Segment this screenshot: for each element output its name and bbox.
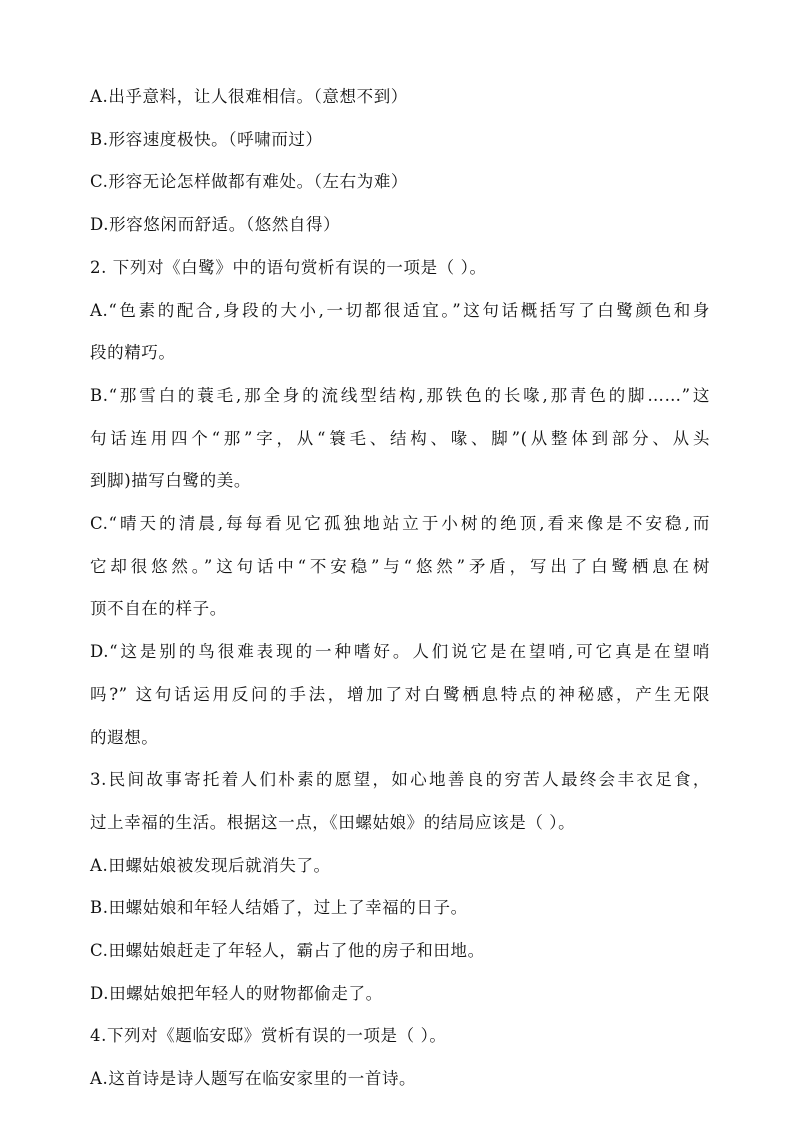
question-3-stem-line-1: 3.民间故事寄托着人们朴素的愿望，如心地善良的穷苦人最终会丰衣足食， [90,770,710,790]
q2-option-b-line-3: 到脚)描写白鹭的美。 [90,471,251,491]
q2-option-d-line-3: 的遐想。 [90,727,159,747]
q3-option-d-line: D.田螺姑娘把年轻人的财物都偷走了。 [90,983,383,1003]
q2-option-a-line-2: 段的精巧。 [90,343,176,363]
option-a-line: A.出乎意料，让人很难相信。（意想不到） [90,87,408,106]
question-3-stem-line-2: 过上幸福的生活。根据这一点，《田螺姑娘》的结局应该是（ ）。 [90,812,576,832]
q2-option-b-line-2: 句话连用四个“那”字，从“簑毛、结构、喙、脚”(从整体到部分、从头 [90,428,710,448]
document-page [90,76,710,1101]
question-4-stem: 4.下列对《题临安邸》赏析有误的一项是（ ）。 [90,1026,447,1046]
q2-option-c-line-3: 顶不自在的样子。 [90,599,227,619]
q4-option-a-line: A.这首诗是诗人题写在临安家里的一首诗。 [90,1069,417,1089]
option-b-line: B.形容速度极快。（呼啸而过） [90,129,323,149]
q2-option-a-line-1: A.“色素的配合,身段的大小,一切都很适宜。”这句话概括写了白鹭颜色和身 [90,300,710,320]
option-d-line: D.形容悠闲而舒适。（悠然自得） [90,215,341,235]
q2-option-d-line-1: D.“这是别的鸟很难表现的一种嗜好。人们说它是在望哨,可它真是在望哨 [90,642,710,662]
q2-option-d-line-2: 吗?” 这句话运用反问的手法，增加了对白鹭栖息特点的神秘感，产生无限 [90,684,710,704]
q3-option-a-line: A.田螺姑娘被发现后就消失了。 [90,855,331,875]
q2-option-c-line-2: 它却很悠然。”这句话中“不安稳”与“悠然”矛盾，写出了白鹭栖息在树 [90,556,710,576]
q3-option-b-line: B.田螺姑娘和年轻人结婚了，过上了幸福的日子。 [90,898,468,918]
q2-option-b-line-1: B.“那雪白的蓑毛,那全身的流线型结构,那铁色的长喙,那青色的脚……”这 [90,385,710,405]
q3-option-c-line: C.田螺姑娘赶走了年轻人，霸占了他的房子和田地。 [90,941,485,961]
q2-option-c-line-1: C.“晴天的清晨,每每看见它孤独地站立于小树的绝顶,看来像是不安稳,而 [90,514,710,534]
option-c-line: C.形容无论怎样做都有难处。（左右为难） [90,172,409,192]
question-2-stem: 2. 下列对《白鹭》中的语句赏析有误的一项是（ ）。 [90,257,487,277]
